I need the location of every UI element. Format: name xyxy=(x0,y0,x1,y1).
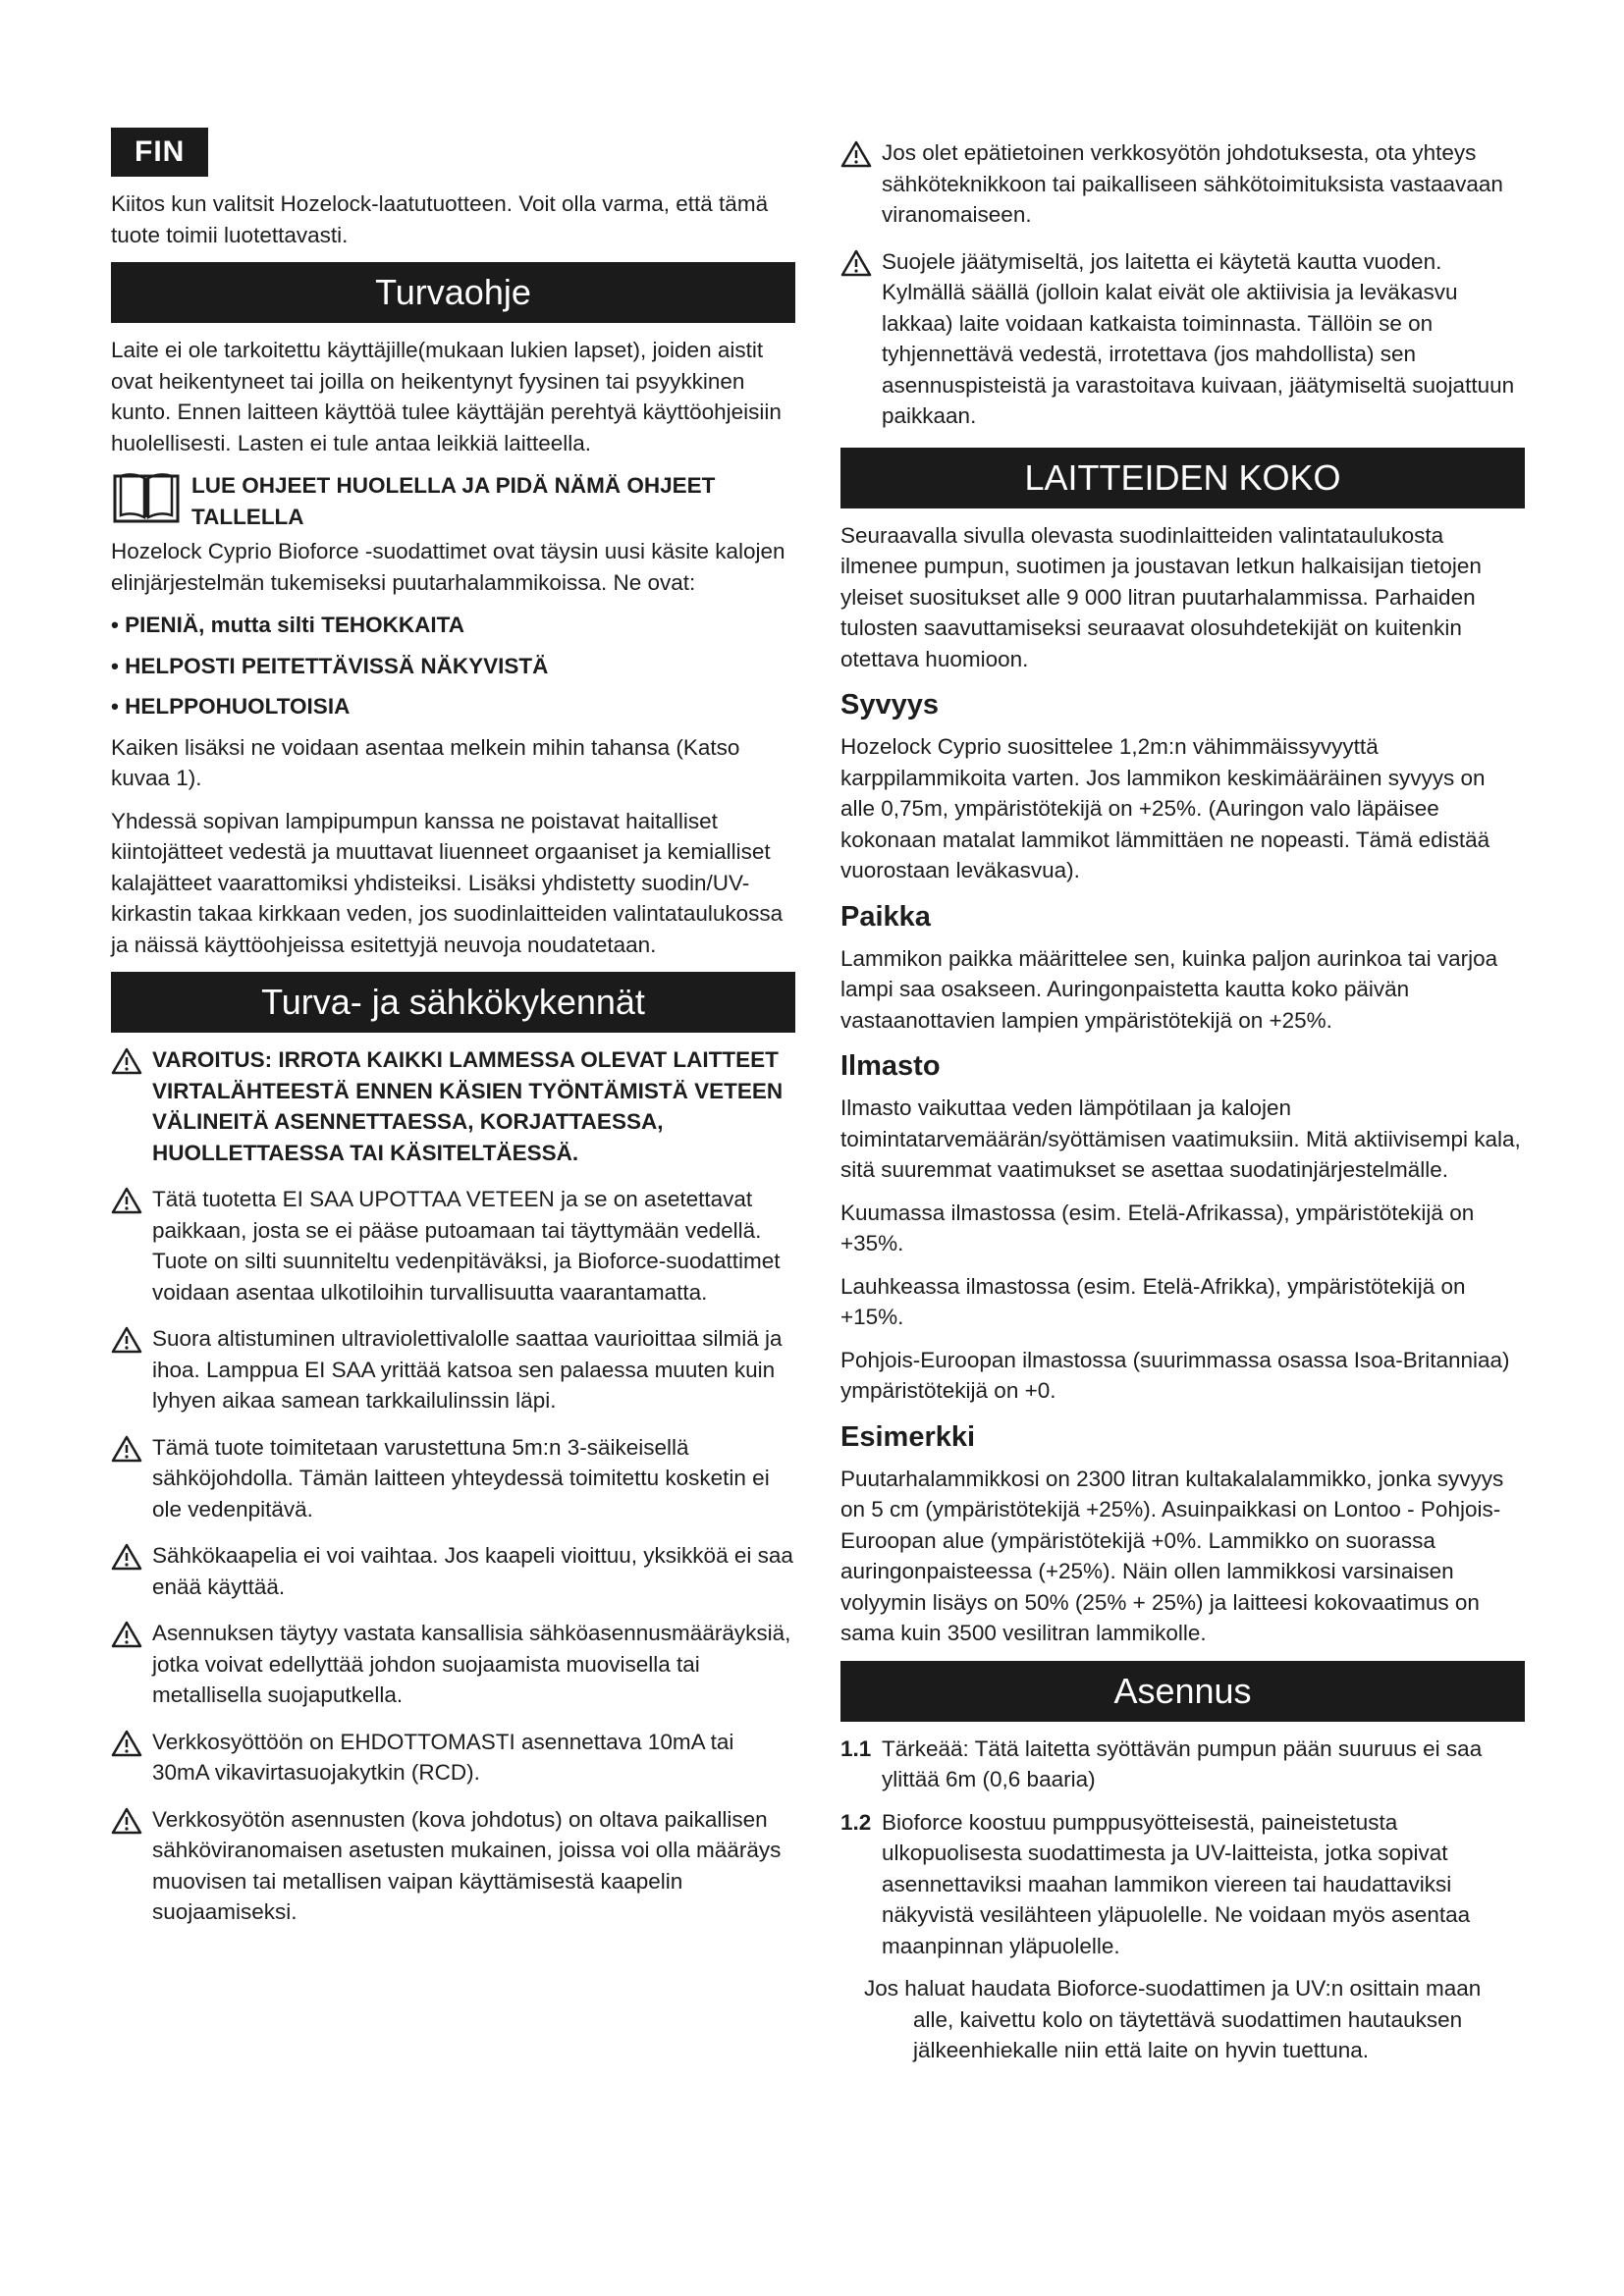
warning-text: Verkkosyöttöön on EHDOTTOMASTI asennettava 10mA tai 30mA vikavirtasuojakytkin (RCD). xyxy=(152,1729,734,1785)
warning-text: Asennuksen täytyy vastata kansallisia sähköasennusmääräyksiä, jotka voivat edellyttää johdon suojaamista muovisella tai metallisella suojaputkella. xyxy=(152,1621,791,1707)
warning-icon xyxy=(840,140,872,168)
intro-text: Kiitos kun valitsit Hozelock-laatutuotteen. Voit olla varma, että tämä tuote toimii luotettavasti. xyxy=(111,191,769,247)
example-heading: Esimerkki xyxy=(840,1420,976,1453)
warning-item xyxy=(840,246,1525,432)
step-text: Tärkeää: Tätä laitetta syöttävän pumpun pään suuruus ei saa ylittää 6m (0,6 baaria) xyxy=(882,1735,1483,1791)
read-instructions-text: LUE OHJEET HUOLELLA JA PIDÄ NÄMÄ OHJEET TALLELLA xyxy=(191,473,716,529)
warning-icon xyxy=(111,1730,142,1757)
safety-text: Laite ei ole tarkoitettu käyttäjille(mukaan lukien lapset), joiden aistit ovat heikentyneet tai joilla on heikentynyt fyysinen tai psyykkinen kunto. Ennen laitteen käyttöä tulee käyttäjän perehtyä käyttöohjeisiin huolellisesti. Lasten ei tule antaa leikkiä laitteella. xyxy=(111,338,782,455)
warning-item xyxy=(111,1184,795,1308)
warning-icon xyxy=(111,1435,142,1463)
size-text: Seuraavalla sivulla olevasta suodinlaitteiden valintataulukosta ilmenee pumpun, suotimen ja joustavan letkun halkaisijan tietojen yleiset suositukset alle 9 000 litran puutarhalammissa. Parhaiden tulosten saavuttamiseksi seuraavat olosuhdetekijät on kuitenkin otettava huomioon. xyxy=(840,522,1482,671)
climate-north-text: Pohjois-Euroopan ilmastossa (suurimmassa osassa Isoa-Britanniaa) ympäristötekijä on +0. xyxy=(840,1347,1510,1403)
climate-text: Ilmasto vaikuttaa veden lämpötilaan ja kalojen toimintatarvemäärän/syöttämisen vaatimuksiin. Mitä aktiivisempi kala, sitä suuremmat vaatimukset se asettaa suodatinjärjestelmälle. xyxy=(840,1095,1521,1182)
warning-item xyxy=(840,137,1525,231)
step-text: Bioforce koostuu pumppusyötteisestä, paineistetusta ulkopuolisesta suodattimesta ja UV-laitteista, jotka sopivat asennettaviksi maahan lammikon viereen tai haudattaviksi näkyvistä vesilähteen yläpuolelle. Ne voidaan myös asentaa maanpinnan yläpuolelle. xyxy=(882,1809,1471,1958)
bury-text: Jos haluat haudata Bioforce-suodattimen ja UV:n osittain maan alle, kaivettu kolo on täytettävä suodattimen hautauksen jälkeenhiekalle niin että laite on hyvin tuettuna. xyxy=(864,1976,1482,2062)
warning-icon xyxy=(111,1621,142,1648)
left-column xyxy=(111,128,795,1944)
book-icon xyxy=(111,470,182,525)
install-step xyxy=(840,1807,1525,1962)
climate-heading: Ilmasto xyxy=(840,1050,941,1082)
warning-item xyxy=(111,1540,795,1602)
depth-text: Hozelock Cyprio suosittelee 1,2m:n vähimmäissyvyyttä karppilammikoita varten. Jos lammikon keskimääräinen syvyys on alle 0,75m, ympäristötekijä on +25%. (Auringon valo läpäisee kokonaan matalat lammikot lämmittäen ne nopeasti. Tämä edistää vuorostaan leväkasvua). xyxy=(840,734,1490,882)
warning-item xyxy=(111,1618,795,1711)
warning-icon xyxy=(111,1807,142,1835)
warning-icon xyxy=(840,249,872,277)
warning-main-text: VAROITUS: IRROTA KAIKKI LAMMESSA OLEVAT LAITTEET VIRTALÄHTEESTÄ ENNEN KÄSIEN TYÖNTÄMISTÄ VETEEN VÄLINEITÄ ASENNETTAESSA, KORJATTAESSA, HUOLLETTAESSA TAI KÄSITELTÄESSÄ. xyxy=(152,1047,784,1165)
size-heading: LAITTEIDEN KOKO xyxy=(840,448,1525,508)
warning-icon xyxy=(111,1187,142,1214)
warning-item xyxy=(111,1323,795,1416)
safety-heading: Turvaohje xyxy=(111,262,795,323)
install-anywhere-text: Kaiken lisäksi ne voidaan asentaa melkein mihin tahansa (Katso kuvaa 1). xyxy=(111,734,740,790)
bullet-small: • PIENIÄ, mutta silti TEHOKKAITA xyxy=(111,613,464,637)
warning-text: Tätä tuotetta EI SAA UPOTTAA VETEEN ja se on asetettavat paikkaan, josta se ei pääse putoamaan tai täyttymään vedellä. Tuote on silti suunniteltu vedenpitäväksi, ja Bioforce-suodattimet voidaan asentaa ulkotiloihin turvallisuutta vaarantamatta. xyxy=(152,1187,781,1305)
electrical-heading: Turva- ja sähkökykennät xyxy=(111,972,795,1033)
warning-main xyxy=(111,1044,795,1168)
warning-icon xyxy=(111,1543,142,1571)
read-instructions-row xyxy=(111,470,795,532)
warning-text: Sähkökaapelia ei voi vaihtaa. Jos kaapeli vioittuu, yksikköä ei saa enää käyttää. xyxy=(152,1543,793,1599)
warning-icon xyxy=(111,1047,142,1075)
climate-mild-text: Lauhkeassa ilmastossa (esim. Etelä-Afrikka), ympäristötekijä on +15%. xyxy=(840,1273,1466,1329)
bullet-maintenance: • HELPPOHUOLTOISIA xyxy=(111,694,351,719)
depth-heading: Syvyys xyxy=(840,689,939,721)
warning-item xyxy=(111,1432,795,1525)
right-column xyxy=(840,137,1525,2078)
place-heading: Paikka xyxy=(840,900,931,933)
climate-hot-text: Kuumassa ilmastossa (esim. Etelä-Afrikassa), ympäristötekijä on +35%. xyxy=(840,1200,1475,1255)
example-text: Puutarhalammikkosi on 2300 litran kultakalalammikko, jonka syvyys on 5 cm (ympäristötekijä +25%). Asuinpaikkasi on Lontoo - Pohjois-Euroopan alue (ympäristötekijä +0%. Lammikko on suorassa auringonpaisteessa (+25%). Näin ollen lammikkosi varsinaisen volyymin lisäys on 50% (25% + 25%) ja laitteesi kokovaatimus on sama kuin 3500 vesilitran lammikolle. xyxy=(840,1466,1504,1645)
warning-text: Tämä tuote toimitetaan varustettuna 5m:n 3-säikeisellä sähköjohdolla. Tämän laitteen yhteydessä toimitettu kosketin ei ole vedenpitävä. xyxy=(152,1434,770,1522)
warning-text: Suora altistuminen ultraviolettivalolle saattaa vaurioittaa silmiä ja ihoa. Lamppua EI SAA yrittää katsoa sen palaessa muuten kuin lyhyen aikaa samean tarkkailulinssin läpi. xyxy=(152,1326,783,1413)
warning-text: Jos olet epätietoinen verkkosyötön johdotuksesta, ota yhteys sähköteknikkoon tai paikalliseen sähkötoimituksista vastaavaan viranomaiseen. xyxy=(882,140,1503,227)
warning-item xyxy=(111,1727,795,1789)
warning-text: Verkkosyötön asennusten (kova johdotus) on oltava paikallisen sähköviranomaisen asetusten mukainen, joissa voi olla määräys muovisen tai metallisen vaipan käyttämisestä kaapelin suojaamiseksi. xyxy=(152,1806,782,1924)
bioforce-text: Hozelock Cyprio Bioforce -suodattimet ovat täysin uusi käsite kalojen elinjärjestelmän tukemiseksi puutarhalammikoissa. Ne ovat: xyxy=(111,539,785,595)
bullet-hidden: • HELPOSTI PEITETTÄVISSÄ NÄKYVISTÄ xyxy=(111,653,549,678)
step-number: 1.2 xyxy=(840,1809,872,1835)
language-badge: FIN xyxy=(111,128,208,177)
install-step xyxy=(840,1734,1525,1795)
place-text: Lammikon paikka määrittelee sen, kuinka paljon aurinkoa tai varjoa lampi saa osakseen. Auringonpaistetta kautta koko päivän vastaanottavien lampien ympäristötekijä on +25%. xyxy=(840,945,1498,1033)
combined-text: Yhdessä sopivan lampipumpun kanssa ne poistavat haitalliset kiintojätteet vedestä ja muuttavat liuenneet orgaaniset ja kemialliset kalajätteet vaarattomiksi yhdisteiksi. Lisäksi yhdistetty suodin/UV-kirkastin takaa kirkkaan veden, jos suodinlaitteiden valintataulukossa ja näissä käyttöohjeissa esitettyjä neuvoja noudatetaan. xyxy=(111,808,784,957)
warning-item xyxy=(111,1804,795,1928)
step-number: 1.1 xyxy=(840,1735,872,1761)
warning-icon xyxy=(111,1326,142,1354)
warning-text: Suojele jäätymiseltä, jos laitetta ei käytetä kautta vuoden. Kylmällä säällä (jolloin kalat eivät ole aktiivisia ja leväkasvu lakkaa) laite voidaan katkaista toiminnasta. Tällöin se on tyhjennettävä vedestä, irrotettava (jos mahdollista) sen asennuspisteistä ja varastoitava kuivaan, jäätymiseltä suojattuun paikkaan. xyxy=(882,248,1515,428)
install-heading: Asennus xyxy=(840,1661,1525,1722)
